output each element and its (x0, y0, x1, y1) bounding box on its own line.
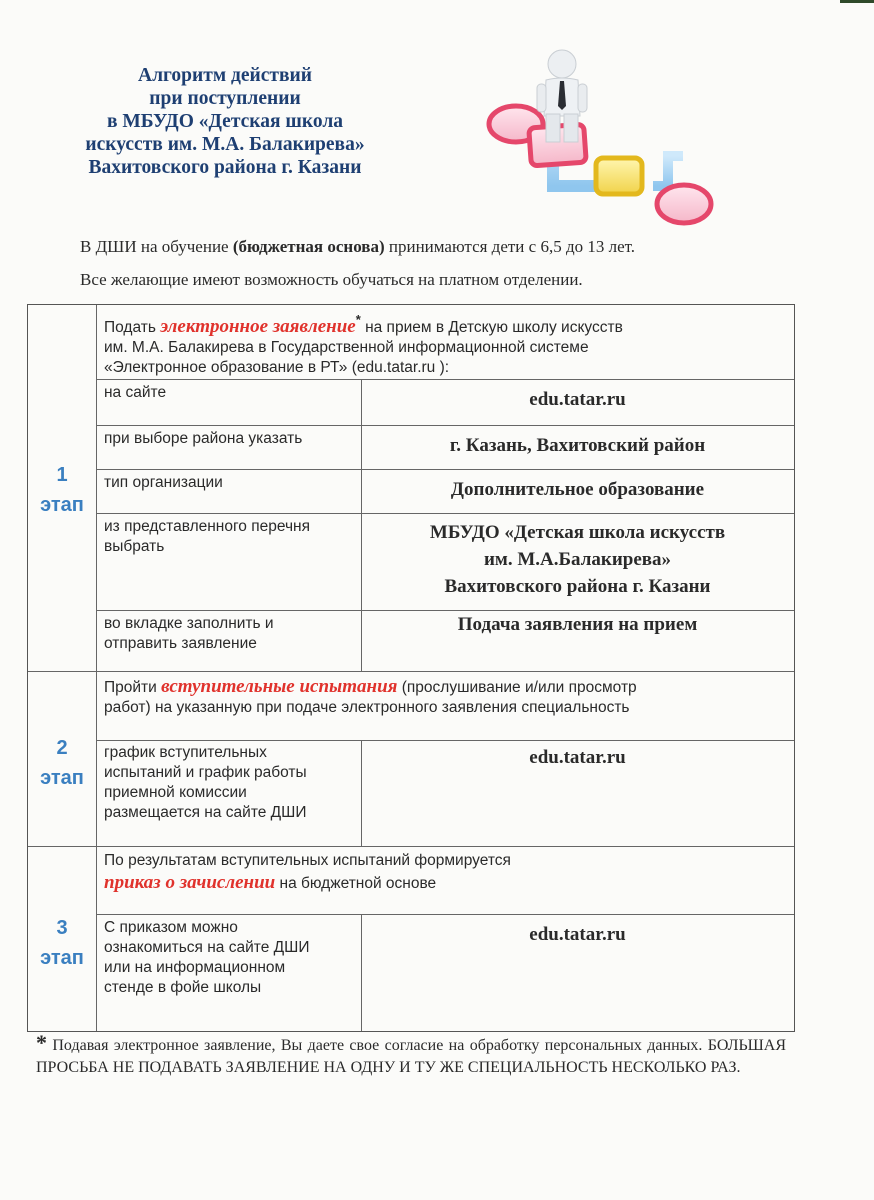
stage-3-header (104, 851, 784, 894)
row-label-line: отправить заявление (104, 635, 257, 652)
title-line: искусств им. М.А. Балакирева» (85, 134, 365, 155)
highlight-text: вступительные испытания (161, 676, 398, 697)
page-title (40, 64, 410, 179)
footnote-text: Подавая электронное заявление, Вы даете свое согласие на обработку персональных данных. БОЛЬШАЯ ПРОСЬБА НЕ ПОДАВАТЬ ЗАЯВЛЕНИЕ НА ОДНУ И ТУ ЖЕ СПЕЦИАЛЬНОСТЬ НЕСКОЛЬКО РАЗ. (36, 1037, 786, 1076)
row-value: edu.tatar.ru (529, 924, 626, 945)
header-text: Пройти (104, 679, 162, 696)
header-text: Подать (104, 319, 161, 336)
stage-number: 1 (56, 464, 68, 486)
row-label-line: С приказом можно (104, 919, 238, 936)
stage-1-label (28, 460, 96, 520)
row-label: при выборе района указать (104, 430, 303, 447)
row-label: тип организации (104, 474, 223, 491)
row-value-line: им. М.А.Балакирева» (483, 549, 672, 570)
footnote-marker: * (355, 312, 361, 327)
divider (96, 610, 794, 611)
header-text: работ) на указанную при подаче электронного заявления специальность (104, 699, 630, 716)
row-label-line: ознакомиться на сайте ДШИ (104, 939, 310, 956)
row-value-line: Вахитовского района г. Казани (444, 576, 711, 597)
divider (96, 740, 794, 741)
stage-1-header (104, 310, 784, 378)
row-label-line: из представленного перечня (104, 518, 310, 535)
row-label-line: стенде в фойе школы (104, 979, 262, 996)
flowchart-person-illustration (478, 46, 728, 231)
row-label (104, 614, 274, 654)
stage-2-header (104, 677, 784, 718)
divider (96, 469, 794, 470)
row-value: Дополнительное образование (450, 479, 705, 500)
scan-corner-mark (840, 0, 874, 13)
stage-number: 3 (56, 917, 68, 939)
connector-shape (653, 156, 683, 186)
header-text: (прослушивание и/или просмотр (397, 679, 637, 696)
header-text: на прием в Детскую школу искусств (360, 319, 623, 336)
row-value: г. Казань, Вахитовский район (449, 435, 706, 456)
row-label-line: во вкладке заполнить и (104, 615, 274, 632)
intro-line-paid: Все желающие имеют возможность обучаться на платном отделении. (80, 270, 583, 289)
row-label-line: размещается на сайте ДШИ (104, 804, 307, 821)
row-value: edu.tatar.ru (529, 389, 626, 410)
footnote-star: * (36, 1030, 47, 1055)
divider (96, 379, 794, 380)
row-value: edu.tatar.ru (529, 747, 626, 768)
intro-bold-text: (бюджетная основа) (232, 237, 385, 256)
row-label (104, 517, 310, 557)
pink-ellipse-shape (657, 185, 711, 223)
row-label: на сайте (104, 384, 167, 401)
title-line: в МБУДО «Детская школа (106, 111, 344, 132)
divider (96, 914, 794, 915)
highlight-text: приказ о зачислении (104, 872, 276, 893)
admission-table (27, 304, 795, 1032)
stage-word: этап (40, 947, 84, 969)
divider (96, 425, 794, 426)
header-text: «Электронное образование в РТ» (edu.tatar.ru ): (104, 359, 450, 376)
row-label-line: приемной комиссии (104, 784, 247, 801)
row-value (361, 519, 794, 600)
stage-number: 2 (56, 737, 68, 759)
divider (96, 513, 794, 514)
intro-text: принимаются дети с 6,5 до 13 лет. (384, 237, 636, 256)
row-value-line: МБУДО «Детская школа искусств (429, 522, 726, 543)
stage-word: этап (40, 767, 84, 789)
row-label (104, 918, 309, 998)
highlight-text: электронное заявление (160, 316, 356, 337)
title-line: при поступлении (149, 88, 301, 109)
divider (28, 671, 794, 672)
stage-2-label (28, 733, 96, 793)
header-text: на бюджетной основе (275, 875, 437, 892)
row-label-line: или на информационном (104, 959, 286, 976)
divider (96, 305, 97, 1031)
title-line: Вахитовского района г. Казани (88, 157, 362, 178)
stage-3-label (28, 913, 96, 973)
row-label-line: испытаний и график работы (104, 764, 307, 781)
row-label (104, 743, 307, 823)
row-label-line: выбрать (104, 538, 165, 555)
title-line: Алгоритм действий (138, 65, 312, 86)
row-label-line: график вступительных (104, 744, 267, 761)
header-text: им. М.А. Балакирева в Государственной информационной системе (104, 339, 589, 356)
footnote (36, 1032, 786, 1079)
yellow-box-shape (596, 158, 642, 194)
row-value: Подача заявления на прием (457, 614, 698, 635)
header-text: По результатам вступительных испытаний формируется (104, 852, 511, 869)
stage-word: этап (40, 494, 84, 516)
intro-text: В ДШИ на обучение (80, 237, 233, 256)
divider (28, 846, 794, 847)
intro-line-age (80, 237, 635, 257)
